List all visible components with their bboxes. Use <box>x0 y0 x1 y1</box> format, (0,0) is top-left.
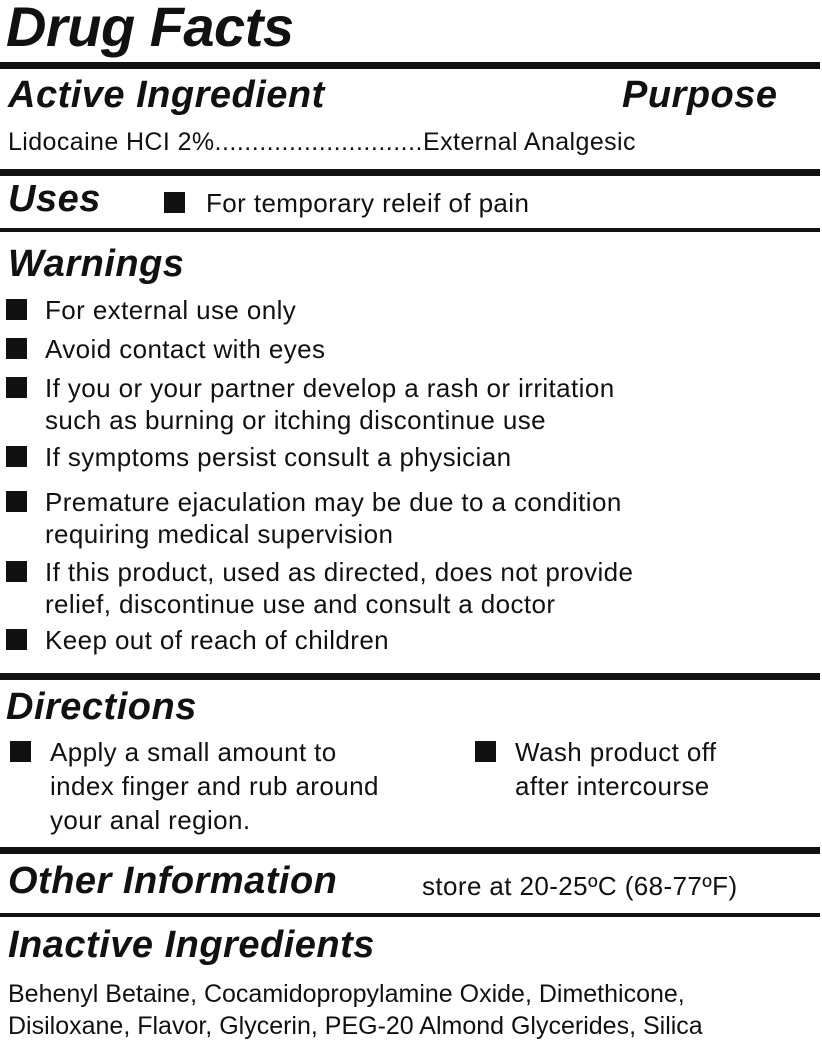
warning-bullet-icon <box>6 561 27 582</box>
warnings-rule <box>0 673 820 680</box>
uses-rule <box>0 228 820 232</box>
uses-item: For temporary releif of pain <box>206 188 530 218</box>
inactive-ingredients-line: Disiloxane, Flavor, Glycerin, PEG-20 Almond Glycerides, Silica <box>8 1012 703 1040</box>
storage-text: store at 20-25ºC (68-77ºF) <box>422 871 738 901</box>
other-rule <box>0 913 820 917</box>
directions-left-line: your anal region. <box>50 805 251 835</box>
directions-left-line: index finger and rub around <box>50 771 379 801</box>
warning-bullet-icon <box>6 377 27 398</box>
warning-item: Premature ejaculation may be due to a condition <box>45 487 622 517</box>
inactive-ingredients-heading: Inactive Ingredients <box>8 924 375 966</box>
title-rule <box>0 62 820 69</box>
warning-item: If this product, used as directed, does not provide <box>45 557 634 587</box>
active-ingredient-heading: Active Ingredient <box>8 74 325 116</box>
active-ingredient-line <box>8 126 636 158</box>
directions-right-line: after intercourse <box>515 771 710 801</box>
warning-item: For external use only <box>45 295 297 325</box>
inactive-ingredients-line: Behenyl Betaine, Cocamidopropylamine Oxide, Dimethicone, <box>8 980 685 1008</box>
active-rule <box>0 169 820 176</box>
warning-item: If you or your partner develop a rash or irritation <box>45 373 615 403</box>
purpose-heading: Purpose <box>622 74 778 116</box>
uses-bullet-icon <box>164 192 185 213</box>
purpose-value: External Analgesic <box>423 128 636 156</box>
warning-bullet-icon <box>6 338 27 359</box>
directions-left-text <box>50 735 379 837</box>
directions-left-line: Apply a small amount to <box>50 737 337 767</box>
directions-right-line: Wash product off <box>515 737 717 767</box>
directions-bullet-icon <box>10 741 31 762</box>
directions-heading: Directions <box>6 686 197 728</box>
active-ingredient-name: Lidocaine HCI 2% <box>8 128 215 156</box>
directions-rule <box>0 847 820 854</box>
warning-bullet-icon <box>6 491 27 512</box>
inactive-ingredients-text <box>8 978 703 1042</box>
directions-bullet-icon <box>475 741 496 762</box>
warning-item: Keep out of reach of children <box>45 625 390 655</box>
warning-bullet-icon <box>6 446 27 467</box>
uses-heading: Uses <box>8 178 101 220</box>
warning-item-continued: requiring medical supervision <box>45 519 394 549</box>
warning-item-continued: relief, discontinue use and consult a doctor <box>45 589 556 619</box>
page-title: Drug Facts <box>6 0 294 58</box>
warning-item-continued: such as burning or itching discontinue use <box>45 405 546 435</box>
warning-bullet-icon <box>6 299 27 320</box>
warning-item: Avoid contact with eyes <box>45 334 326 364</box>
other-information-heading: Other Information <box>8 860 338 902</box>
warnings-heading: Warnings <box>8 243 185 285</box>
active-ingredient-leader: ............................ <box>214 128 423 156</box>
warning-item: If symptoms persist consult a physician <box>45 442 512 472</box>
directions-right-text <box>515 735 717 803</box>
warning-bullet-icon <box>6 629 27 650</box>
